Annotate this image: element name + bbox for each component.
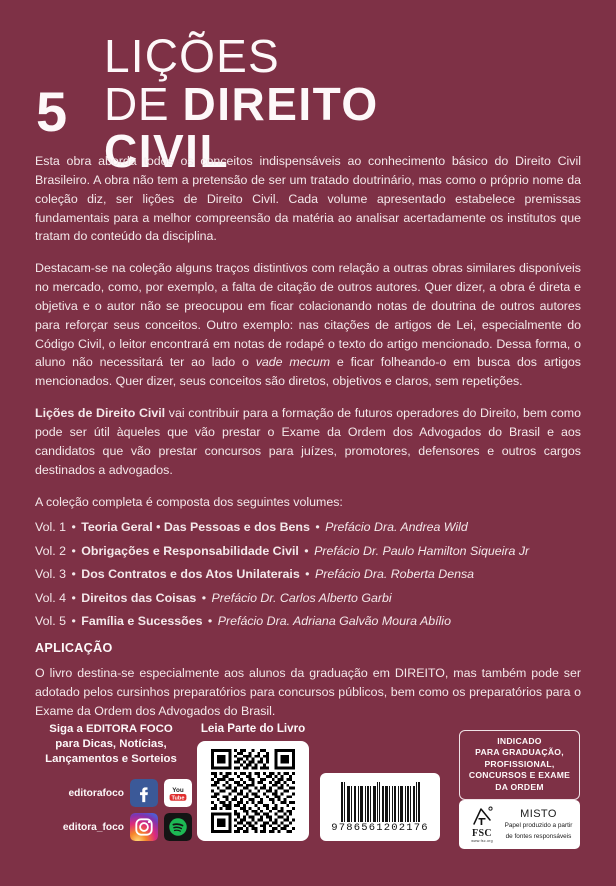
bullet-separator: • [68, 520, 80, 535]
title-word-direito: DIREITO [182, 77, 379, 130]
bullet-separator: • [311, 520, 324, 535]
facebook-icon[interactable] [130, 779, 158, 807]
isbn-barcode-card [320, 773, 440, 841]
fsc-title: MISTO [520, 808, 557, 821]
youtube-icon[interactable] [164, 779, 192, 807]
badge-indicado-line-1: INDICADO [497, 736, 542, 746]
volume-title: Direitos das Coisas [81, 590, 197, 605]
social-heading [30, 722, 192, 767]
volume-title: Dos Contratos e dos Atos Unilaterais [81, 567, 300, 582]
volume-preface: Prefácio Dra. Roberta Densa [314, 567, 475, 582]
volume-number-label: Vol. 1 [35, 520, 67, 535]
qr-card[interactable] [197, 741, 309, 841]
fsc-mark [463, 806, 501, 844]
qr-heading: Leia Parte do Livro [200, 722, 306, 735]
volume-list [35, 521, 581, 627]
fsc-desc-line-2: de fontes responsáveis [505, 832, 572, 840]
badge-indicado-line-4: CONCURSOS E EXAME [468, 770, 571, 781]
title-block [0, 30, 616, 178]
social-heading-line-1: Siga a EDITORA FOCO [49, 723, 173, 735]
paragraph-3-bold-lead: Lições de Direito Civil [35, 406, 166, 421]
volume-preface: Prefácio Dr. Carlos Alberto Garbi [211, 590, 392, 605]
volume-title: Obrigações e Responsabilidade Civil [81, 543, 299, 558]
qr-code[interactable] [211, 749, 295, 833]
paragraph-2-part-b: e ficar folheando-o em busca dos artigos mencionados. Quer dizer, seus conceitos são diretos, objetivos e claros, sem repetições. [35, 355, 582, 389]
bullet-separator: • [68, 590, 80, 605]
title-line-de-direito [104, 77, 379, 130]
instagram-icon[interactable] [130, 813, 158, 841]
social-handle-facebook: editorafoco [68, 787, 124, 799]
social-row-instagram-spotify [30, 813, 192, 841]
badge-indicado [459, 730, 580, 800]
bullet-separator: • [301, 567, 313, 582]
bullet-separator: • [68, 613, 80, 628]
badge-fsc [459, 800, 580, 849]
bullet-separator: • [68, 543, 80, 558]
bullet-separator: • [68, 567, 80, 582]
isbn-number: 9786561202176 [331, 822, 429, 835]
volume-number-label: Vol. 4 [35, 590, 67, 605]
badge-indicado-line-5: DA ORDEM [495, 781, 544, 792]
list-item [35, 592, 581, 604]
spotify-icon[interactable] [164, 813, 192, 841]
paragraph-3 [35, 404, 581, 479]
list-item [35, 568, 581, 580]
list-item [35, 615, 581, 627]
volume-number-label: Vol. 2 [35, 543, 67, 558]
svg-text:You: You [172, 787, 184, 795]
volume-title: Teoria Geral • Das Pessoas e dos Bens [81, 520, 310, 535]
list-item [35, 521, 581, 533]
social-heading-line-3: Lançamentos e Sorteios [45, 753, 177, 766]
volume-preface: Prefácio Dr. Paulo Hamilton Siqueira Jr [314, 543, 530, 558]
title-line-civil: CIVIL [104, 125, 230, 178]
badge-indicado-line-3: PROFISSIONAL, [484, 758, 555, 769]
fsc-url: www.fsc.org [471, 838, 493, 843]
volume-preface: Prefácio Dra. Andrea Wild [325, 520, 468, 535]
fsc-desc-line-1: Papel produzido a partir [504, 822, 573, 830]
fsc-abbr: FSC [471, 827, 493, 839]
volume-preface: Prefácio Dra. Adriana Galvão Moura Abílio [217, 613, 451, 628]
barcode-bars [341, 782, 420, 822]
bullet-separator: • [198, 590, 210, 605]
paragraph-2-part-a: Destacam-se na coleção alguns traços distintivos com relação a outras obras similares disponíveis no mercado, como, por exemplo, a falta de citação de outros autores. Quer dizer, a obra é direta e objetiva e o autor não se preocupou em ficar colacionando notas de doutrina de outros autores para reforçar seus conceitos. Outro exemplo: nas citações de artigos de Lei, especialmente do Código Civil, o leitor encontrará em notas de rodapé o texto do artigo mencionado. Dessa forma, o aluno não necessitará ter ao lado o [35, 261, 581, 370]
title-line-licoes: LIÇÕES [104, 30, 280, 82]
svg-text:Tube: Tube [171, 795, 185, 802]
qr-section [192, 722, 314, 841]
aplicacao-text: O livro destina-se especialmente aos alunos da graduação em DIREITO, mas também pode ser adotado pelos cursinhos preparatórios para concursos públicos, bem como os preparatórios para o Exame da Ordem dos Advogados do Brasil. [35, 666, 581, 719]
social-section [30, 722, 192, 847]
social-heading-line-2: para Dicas, Notícias, [55, 738, 167, 751]
paragraph-3-rest: vai contribuir para a formação de futuros operadores do Direito, bem como pode ser útil àqueles que vão prestar o Exame da Ordem dos Advogados do Brasil e aos candidatos que vão prestar concursos para juízes, promotores, defensores e outros cargos destinados a advogados. [35, 406, 582, 477]
fsc-text [501, 808, 576, 841]
paragraph-2 [35, 259, 581, 391]
title-word-de: DE [104, 77, 183, 130]
back-cover-copy [35, 152, 581, 734]
aplicacao-heading: APLICAÇÃO [35, 641, 113, 656]
volumes-lead-in: A coleção completa é composta dos seguintes volumes: [35, 494, 343, 509]
volume-number-label: Vol. 5 [35, 613, 67, 628]
volume-title: Família e Sucessões [81, 613, 203, 628]
volume-number: 5 [36, 80, 67, 143]
volume-number-label: Vol. 3 [35, 567, 67, 582]
list-item [35, 545, 581, 557]
bullet-separator: • [300, 543, 313, 558]
paragraph-2-italic-term: vade mecum [255, 355, 331, 370]
paragraph-1: Esta obra aborda todos os conceitos indispensáveis ao conhecimento básico do Direito Civil Brasileiro. A obra não tem a pretensão de ser um tratado doutrinário, mas como o próprio nome da coleção diz, ser lições de Direito Civil. Cada volume apresentado estabelece premissas fundamentais para a melhor compreensão da matéria ao analisar acertadamente os institutos que tratam do conteúdo da disciplina. [35, 154, 581, 244]
social-row-facebook-youtube [30, 779, 192, 807]
bullet-separator: • [204, 613, 216, 628]
social-handle-instagram: editora_foco [62, 821, 124, 833]
badge-indicado-line-2: PARA GRADUAÇÃO, [475, 747, 564, 758]
fsc-tree-icon [470, 806, 494, 828]
